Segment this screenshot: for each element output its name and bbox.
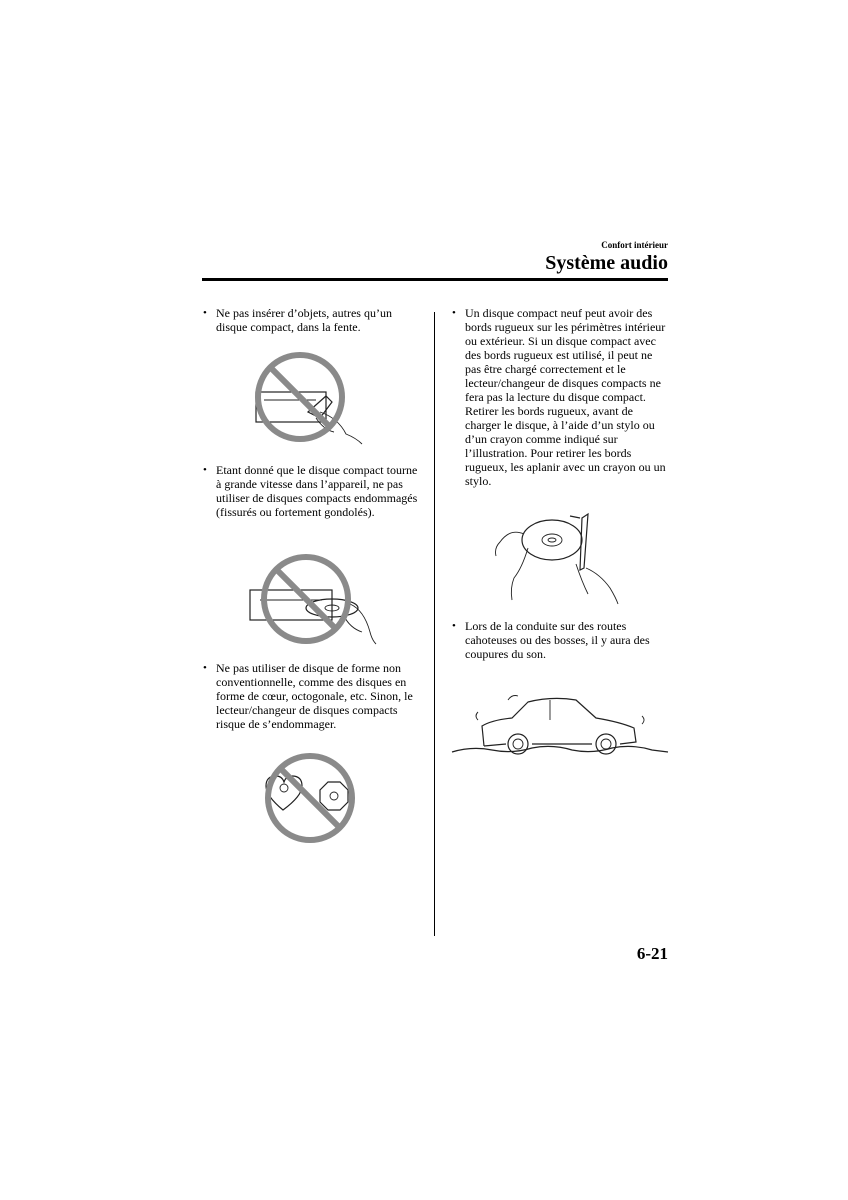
bullet-icon: • (203, 662, 207, 674)
prohibition-slash (271, 368, 329, 426)
car-bumpy-road-icon (452, 690, 668, 762)
page-title: Système audio (545, 252, 668, 274)
left-hand-shape (496, 532, 525, 556)
bullet-icon: • (452, 307, 456, 319)
list-item-text: Etant donné que le disque compact tourne à grande vitesse dans l’appareil, ne pas utiliser de disques compacts endommagés (fissurés ou fortement gondolés). (216, 463, 418, 519)
hand-shape (350, 604, 376, 644)
list-item-text: Ne pas utiliser de disque de forme non conventionnelle, comme des disques en forme de cœur, octogonale, etc. Sinon, le lecteur/changeur de disques compacts risque de s’endommager. (216, 661, 413, 731)
section-label: Confort intérieur (601, 240, 668, 250)
pen-shape (580, 514, 588, 570)
bullet-icon: • (203, 307, 207, 319)
disc-shape (522, 520, 582, 560)
bullet-icon: • (452, 620, 456, 632)
right-hand-shape (586, 568, 618, 604)
list-item-text: Un disque compact neuf peut avoir des bords rugueux sur les périmètres intérieur ou extérieur. Si un disque compact avec des bords rugueux est utilisé, il peut ne pas être chargé correctement et le lecteur/changeur de disques compacts ne fera pas la lecture du disque compact. Retirer les bords rugueux, avant de charger le disque, à l’aide d’un stylo ou d’un crayon comme indiqué sur l’illustration. Pour retirer les bords rugueux, les aplanir avec un crayon ou un stylo. (465, 306, 666, 488)
list-item (452, 619, 670, 661)
smooth-disc-edge-icon (490, 508, 630, 608)
no-damaged-disc-icon (246, 554, 376, 646)
motion-arrow (570, 516, 580, 518)
column-divider (434, 312, 435, 936)
road-shape (452, 746, 668, 752)
list-item (203, 661, 421, 731)
list-item-text: Ne pas insérer d’objets, autres qu’un disque compact, dans la fente. (216, 306, 392, 334)
header-rule (202, 278, 668, 281)
list-item (452, 306, 670, 488)
rear-wheel (596, 734, 616, 754)
octagon-disc-shape (320, 782, 348, 810)
no-odd-shaped-disc-icon (258, 752, 362, 848)
list-item (203, 463, 421, 519)
car-body (482, 698, 636, 746)
no-object-insert-icon (250, 352, 370, 452)
vibration-mark (476, 712, 478, 720)
bullet-icon: • (203, 464, 207, 476)
list-item-text: Lors de la conduite sur des routes cahoteuses ou des bosses, il y aura des coupures du son. (465, 619, 650, 661)
page-number: 6-21 (636, 944, 668, 963)
list-item (203, 306, 421, 334)
